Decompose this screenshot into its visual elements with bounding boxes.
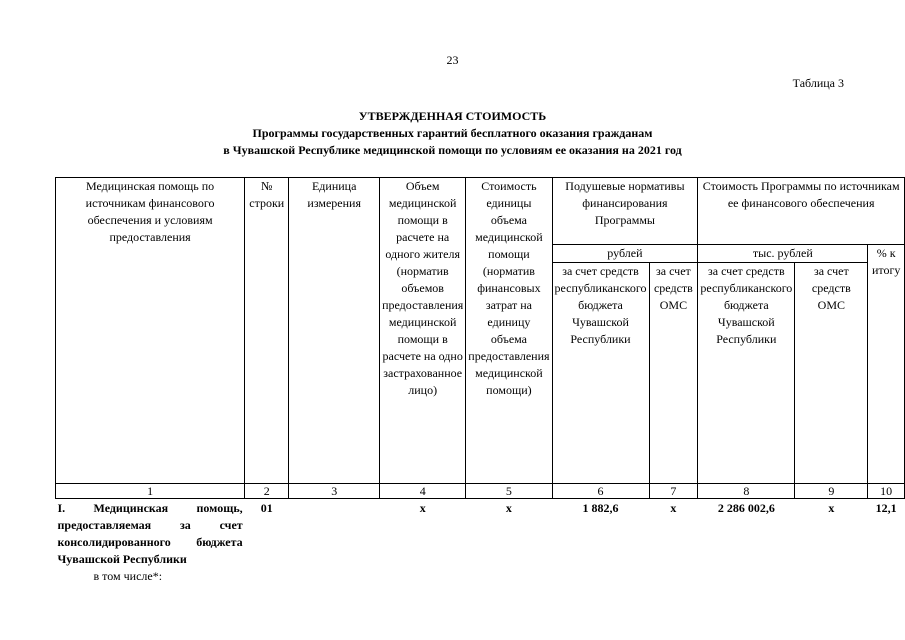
column-number: 1: [56, 484, 245, 499]
subnote-row: [56, 568, 905, 585]
header-percent: % к итогу: [868, 245, 905, 484]
column-number: 8: [698, 484, 795, 499]
header-service-type: Медицинская помощь по источникам финансового обеспечения и условиям предоставления: [56, 178, 245, 484]
column-number: 6: [552, 484, 649, 499]
header-unit: Единица измерения: [289, 178, 380, 484]
header-per-capita-group: Подушевые нормативы финансирования Программы: [552, 178, 698, 245]
document-title: УТВЕРЖДЕННАЯ СТОИМОСТЬ: [358, 109, 547, 123]
row-service-name: I. Медицинская помощь, предоставляемая за счет консолидированного бюджета Чувашской Республики: [57, 501, 243, 566]
header-total-oms: за счет средств ОМС: [795, 263, 868, 484]
row-unit: [289, 499, 380, 569]
column-number: 4: [380, 484, 466, 499]
row-line-number: 01: [260, 501, 273, 515]
row-unit-cost: х: [505, 501, 512, 515]
row-total-republic: 2 286 002,6: [717, 501, 775, 515]
document-subtitle-line-1: Программы государственных гарантий бесплатного оказания гражданам: [252, 126, 653, 140]
header-per-capita-oms: за счет средств ОМС: [649, 263, 698, 484]
column-number: 2: [245, 484, 289, 499]
header-total-republic: за счет средств республиканского бюджета Чувашской Республики: [698, 263, 795, 484]
row-percent: 12,1: [875, 501, 897, 515]
header-per-capita-republic: за счет средств республиканского бюджета Чувашской Республики: [552, 263, 649, 484]
row-volume: х: [419, 501, 426, 515]
row-per-capita-oms: х: [670, 501, 677, 515]
header-thousand-rubles: тыс. рублей: [698, 245, 868, 263]
header-line-number: № строки: [245, 178, 289, 484]
column-number: 5: [466, 484, 552, 499]
table-label: Таблица 3: [792, 76, 844, 90]
header-unit-cost: Стоимость единицы объема медицинской помощи (норматив финансовых затрат на единицу объема предоставления медицинской помощи): [466, 178, 552, 484]
header-volume: Объем медицинской помощи в расчете на одного жителя (норматив объемов предоставления медицинской помощи в расчете на одно застрахованное лицо): [380, 178, 466, 484]
row-per-capita-republic: 1 882,6: [582, 501, 619, 515]
column-number: 7: [649, 484, 698, 499]
cost-table: [55, 177, 905, 585]
column-number: 3: [289, 484, 380, 499]
page-number: 23: [446, 53, 459, 67]
header-program-cost-group: Стоимость Программы по источникам ее финансового обеспечения: [698, 178, 905, 245]
table-row: [56, 499, 905, 569]
header-rubles: рублей: [552, 245, 698, 263]
column-number-row: [56, 484, 905, 499]
row-total-oms: х: [828, 501, 835, 515]
column-number: 9: [795, 484, 868, 499]
header-row-top: [56, 178, 905, 245]
column-number: 10: [868, 484, 905, 499]
subnote: в том числе*:: [93, 569, 163, 583]
document-subtitle-line-2: в Чувашской Республике медицинской помощи по условиям ее оказания на 2021 год: [223, 143, 682, 157]
